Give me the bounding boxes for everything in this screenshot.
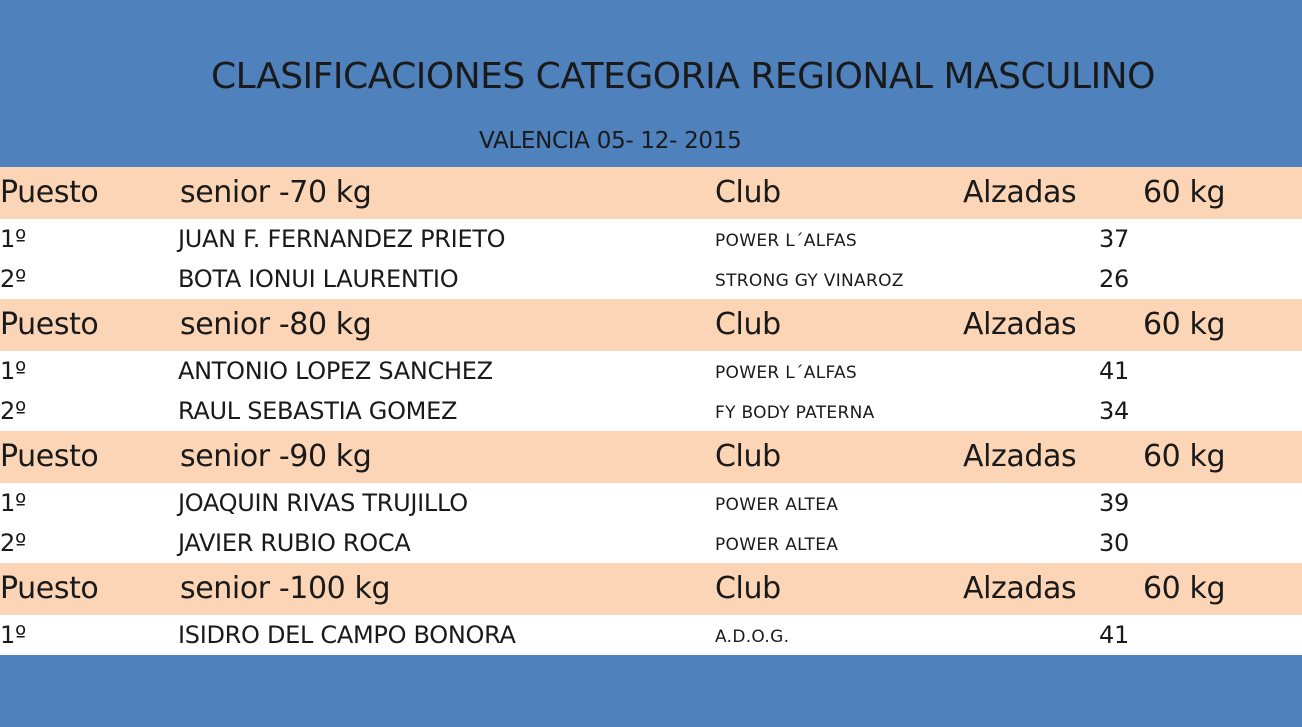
category-header-row (0, 431, 1302, 483)
athlete-name: JUAN F. FERNANDEZ PRIETO (178, 225, 506, 253)
alzadas-value: 41 (1099, 357, 1129, 385)
alzadas-header: Alzadas (963, 439, 1077, 474)
alzadas-header: Alzadas (963, 307, 1077, 342)
category-label: senior -90 kg (180, 439, 372, 474)
club-name: POWER L´ALFAS (715, 231, 858, 251)
athlete-name: JOAQUIN RIVAS TRUJILLO (178, 489, 468, 517)
athlete-name: ISIDRO DEL CAMPO BONORA (178, 621, 516, 649)
page-title: CLASIFICACIONES CATEGORIA REGIONAL MASCULINO (211, 56, 1155, 97)
table-row (0, 391, 1302, 431)
club-header: Club (715, 439, 781, 474)
club-name: A.D.O.G. (715, 627, 790, 647)
table-row (0, 523, 1302, 563)
athlete-name: RAUL SEBASTIA GOMEZ (178, 397, 458, 425)
alzadas-header: Alzadas (963, 175, 1077, 210)
place-cell: 1º (0, 489, 26, 517)
results-table (0, 167, 1302, 655)
table-row (0, 219, 1302, 259)
athlete-name: ANTONIO LOPEZ SANCHEZ (178, 357, 493, 385)
weight-header: 60 kg (1143, 439, 1226, 474)
table-row (0, 615, 1302, 655)
table-row (0, 351, 1302, 391)
club-name: POWER ALTEA (715, 495, 839, 515)
club-name: POWER L´ALFAS (715, 363, 858, 383)
alzadas-header: Alzadas (963, 571, 1077, 606)
alzadas-value: 34 (1099, 397, 1129, 425)
puesto-header: Puesto (0, 439, 99, 474)
weight-header: 60 kg (1143, 175, 1226, 210)
category-header-row (0, 299, 1302, 351)
alzadas-value: 30 (1099, 529, 1129, 557)
table-row (0, 483, 1302, 523)
puesto-header: Puesto (0, 571, 99, 606)
category-label: senior -70 kg (180, 175, 372, 210)
alzadas-value: 26 (1099, 265, 1129, 293)
club-name: STRONG GY VINAROZ (715, 271, 904, 291)
puesto-header: Puesto (0, 307, 99, 342)
club-name: FY BODY PATERNA (715, 403, 875, 423)
event-subtitle: VALENCIA 05- 12- 2015 (479, 128, 742, 154)
place-cell: 2º (0, 397, 26, 425)
athlete-name: JAVIER RUBIO ROCA (178, 529, 411, 557)
alzadas-value: 41 (1099, 621, 1129, 649)
category-header-row (0, 167, 1302, 219)
athlete-name: BOTA IONUI LAURENTIO (178, 265, 459, 293)
category-header-row (0, 563, 1302, 615)
alzadas-value: 37 (1099, 225, 1129, 253)
place-cell: 2º (0, 529, 26, 557)
club-header: Club (715, 175, 781, 210)
puesto-header: Puesto (0, 175, 99, 210)
club-header: Club (715, 307, 781, 342)
place-cell: 2º (0, 265, 26, 293)
place-cell: 1º (0, 357, 26, 385)
table-row (0, 259, 1302, 299)
club-header: Club (715, 571, 781, 606)
alzadas-value: 39 (1099, 489, 1129, 517)
weight-header: 60 kg (1143, 307, 1226, 342)
category-label: senior -80 kg (180, 307, 372, 342)
weight-header: 60 kg (1143, 571, 1226, 606)
place-cell: 1º (0, 621, 26, 649)
club-name: POWER ALTEA (715, 535, 839, 555)
place-cell: 1º (0, 225, 26, 253)
category-label: senior -100 kg (180, 571, 391, 606)
